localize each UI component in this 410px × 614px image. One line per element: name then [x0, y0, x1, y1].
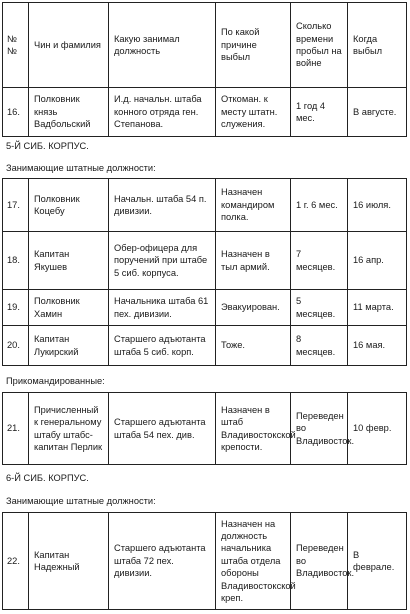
row-position: Обер-офицера для поручений при штабе 5 сиб. корпуса.	[109, 232, 216, 290]
row-reason: Тоже.	[216, 326, 291, 366]
row-position: Старшего адъютанта штаба 5 сиб. корп.	[109, 326, 216, 366]
row-reason: Назначен командиром полка.	[216, 179, 291, 232]
table-row	[3, 232, 407, 290]
row-duration: 5 месяцев.	[291, 290, 348, 326]
table-row	[3, 290, 407, 326]
header-num: №№	[3, 3, 29, 88]
row-num: 18.	[3, 232, 29, 290]
officers-table-5-corps	[2, 178, 407, 366]
row-duration: 8 месяцев.	[291, 326, 348, 366]
table-row	[3, 88, 407, 137]
row-name: Капитан Надежный	[29, 513, 109, 610]
row-position: Старшего адъютанта штаба 54 пех. див.	[109, 393, 216, 465]
header-position: Какую занимал должность	[109, 3, 216, 88]
header-name: Чин и фамилия	[29, 3, 109, 88]
row-num: 22.	[3, 513, 29, 610]
section-title-5-corps: 5-Й СИБ. КОРПУС.	[6, 141, 89, 151]
row-name: Причисленный к генеральному штабу штабс-капитан Перлик	[29, 393, 109, 465]
row-reason: Назначен в тыл армий.	[216, 232, 291, 290]
row-position: Старшего адъютанта штаба 72 пех. дивизии.	[109, 513, 216, 610]
row-reason: Назначен на должность начальника штаба отдела обороны Владивостокской креп.	[216, 513, 291, 610]
row-reason: Эвакуирован.	[216, 290, 291, 326]
row-duration: Переведен во Владивосток.	[291, 513, 348, 610]
table-row	[3, 179, 407, 232]
section-title-attached: Прикомандированные:	[6, 376, 105, 386]
officers-table-top	[2, 2, 407, 137]
row-reason: Откоман. к месту штатн. служения.	[216, 88, 291, 137]
row-reason: Назначен в штаб Владивостокской крепости.	[216, 393, 291, 465]
row-num: 20.	[3, 326, 29, 366]
row-name: Полковник Коцебу	[29, 179, 109, 232]
row-name: Полковник Хамин	[29, 290, 109, 326]
header-duration: Сколько времени пробыл на войне	[291, 3, 348, 88]
table-row	[3, 326, 407, 366]
row-when: В феврале.	[348, 513, 407, 610]
row-num: 19.	[3, 290, 29, 326]
row-num: 17.	[3, 179, 29, 232]
row-name: Полковник князь Вадбольский	[29, 88, 109, 137]
header-reason: По какой причине выбыл	[216, 3, 291, 88]
row-duration: 7 месяцев.	[291, 232, 348, 290]
row-duration: 1 год 4 мес.	[291, 88, 348, 137]
row-when: 10 февр.	[348, 393, 407, 465]
row-duration: Переведен во Владивосток.	[291, 393, 348, 465]
header-when: Когда выбыл	[348, 3, 407, 88]
row-position: Начальн. штаба 54 п. дивизии.	[109, 179, 216, 232]
officers-table-6-corps	[2, 512, 407, 610]
table-header-row	[3, 3, 407, 88]
section-subtitle-6-corps: Занимающие штатные должности:	[6, 496, 156, 506]
row-duration: 1 г. 6 мес.	[291, 179, 348, 232]
row-name: Капитан Якушев	[29, 232, 109, 290]
row-when: 11 марта.	[348, 290, 407, 326]
row-when: 16 мая.	[348, 326, 407, 366]
table-row	[3, 513, 407, 610]
table-row	[3, 393, 407, 465]
section-subtitle-5-corps: Занимающие штатные должности:	[6, 163, 156, 173]
row-when: 16 июля.	[348, 179, 407, 232]
row-when: 16 апр.	[348, 232, 407, 290]
row-num: 16.	[3, 88, 29, 137]
section-title-6-corps: 6-Й СИБ. КОРПУС.	[6, 473, 89, 483]
row-num: 21.	[3, 393, 29, 465]
row-name: Капитан Лукирский	[29, 326, 109, 366]
row-position: Начальника штаба 61 пех. дивизии.	[109, 290, 216, 326]
officers-table-attached	[2, 392, 407, 465]
row-when: В августе.	[348, 88, 407, 137]
row-position: И.д. начальн. штаба конного отряда ген. Степанова.	[109, 88, 216, 137]
